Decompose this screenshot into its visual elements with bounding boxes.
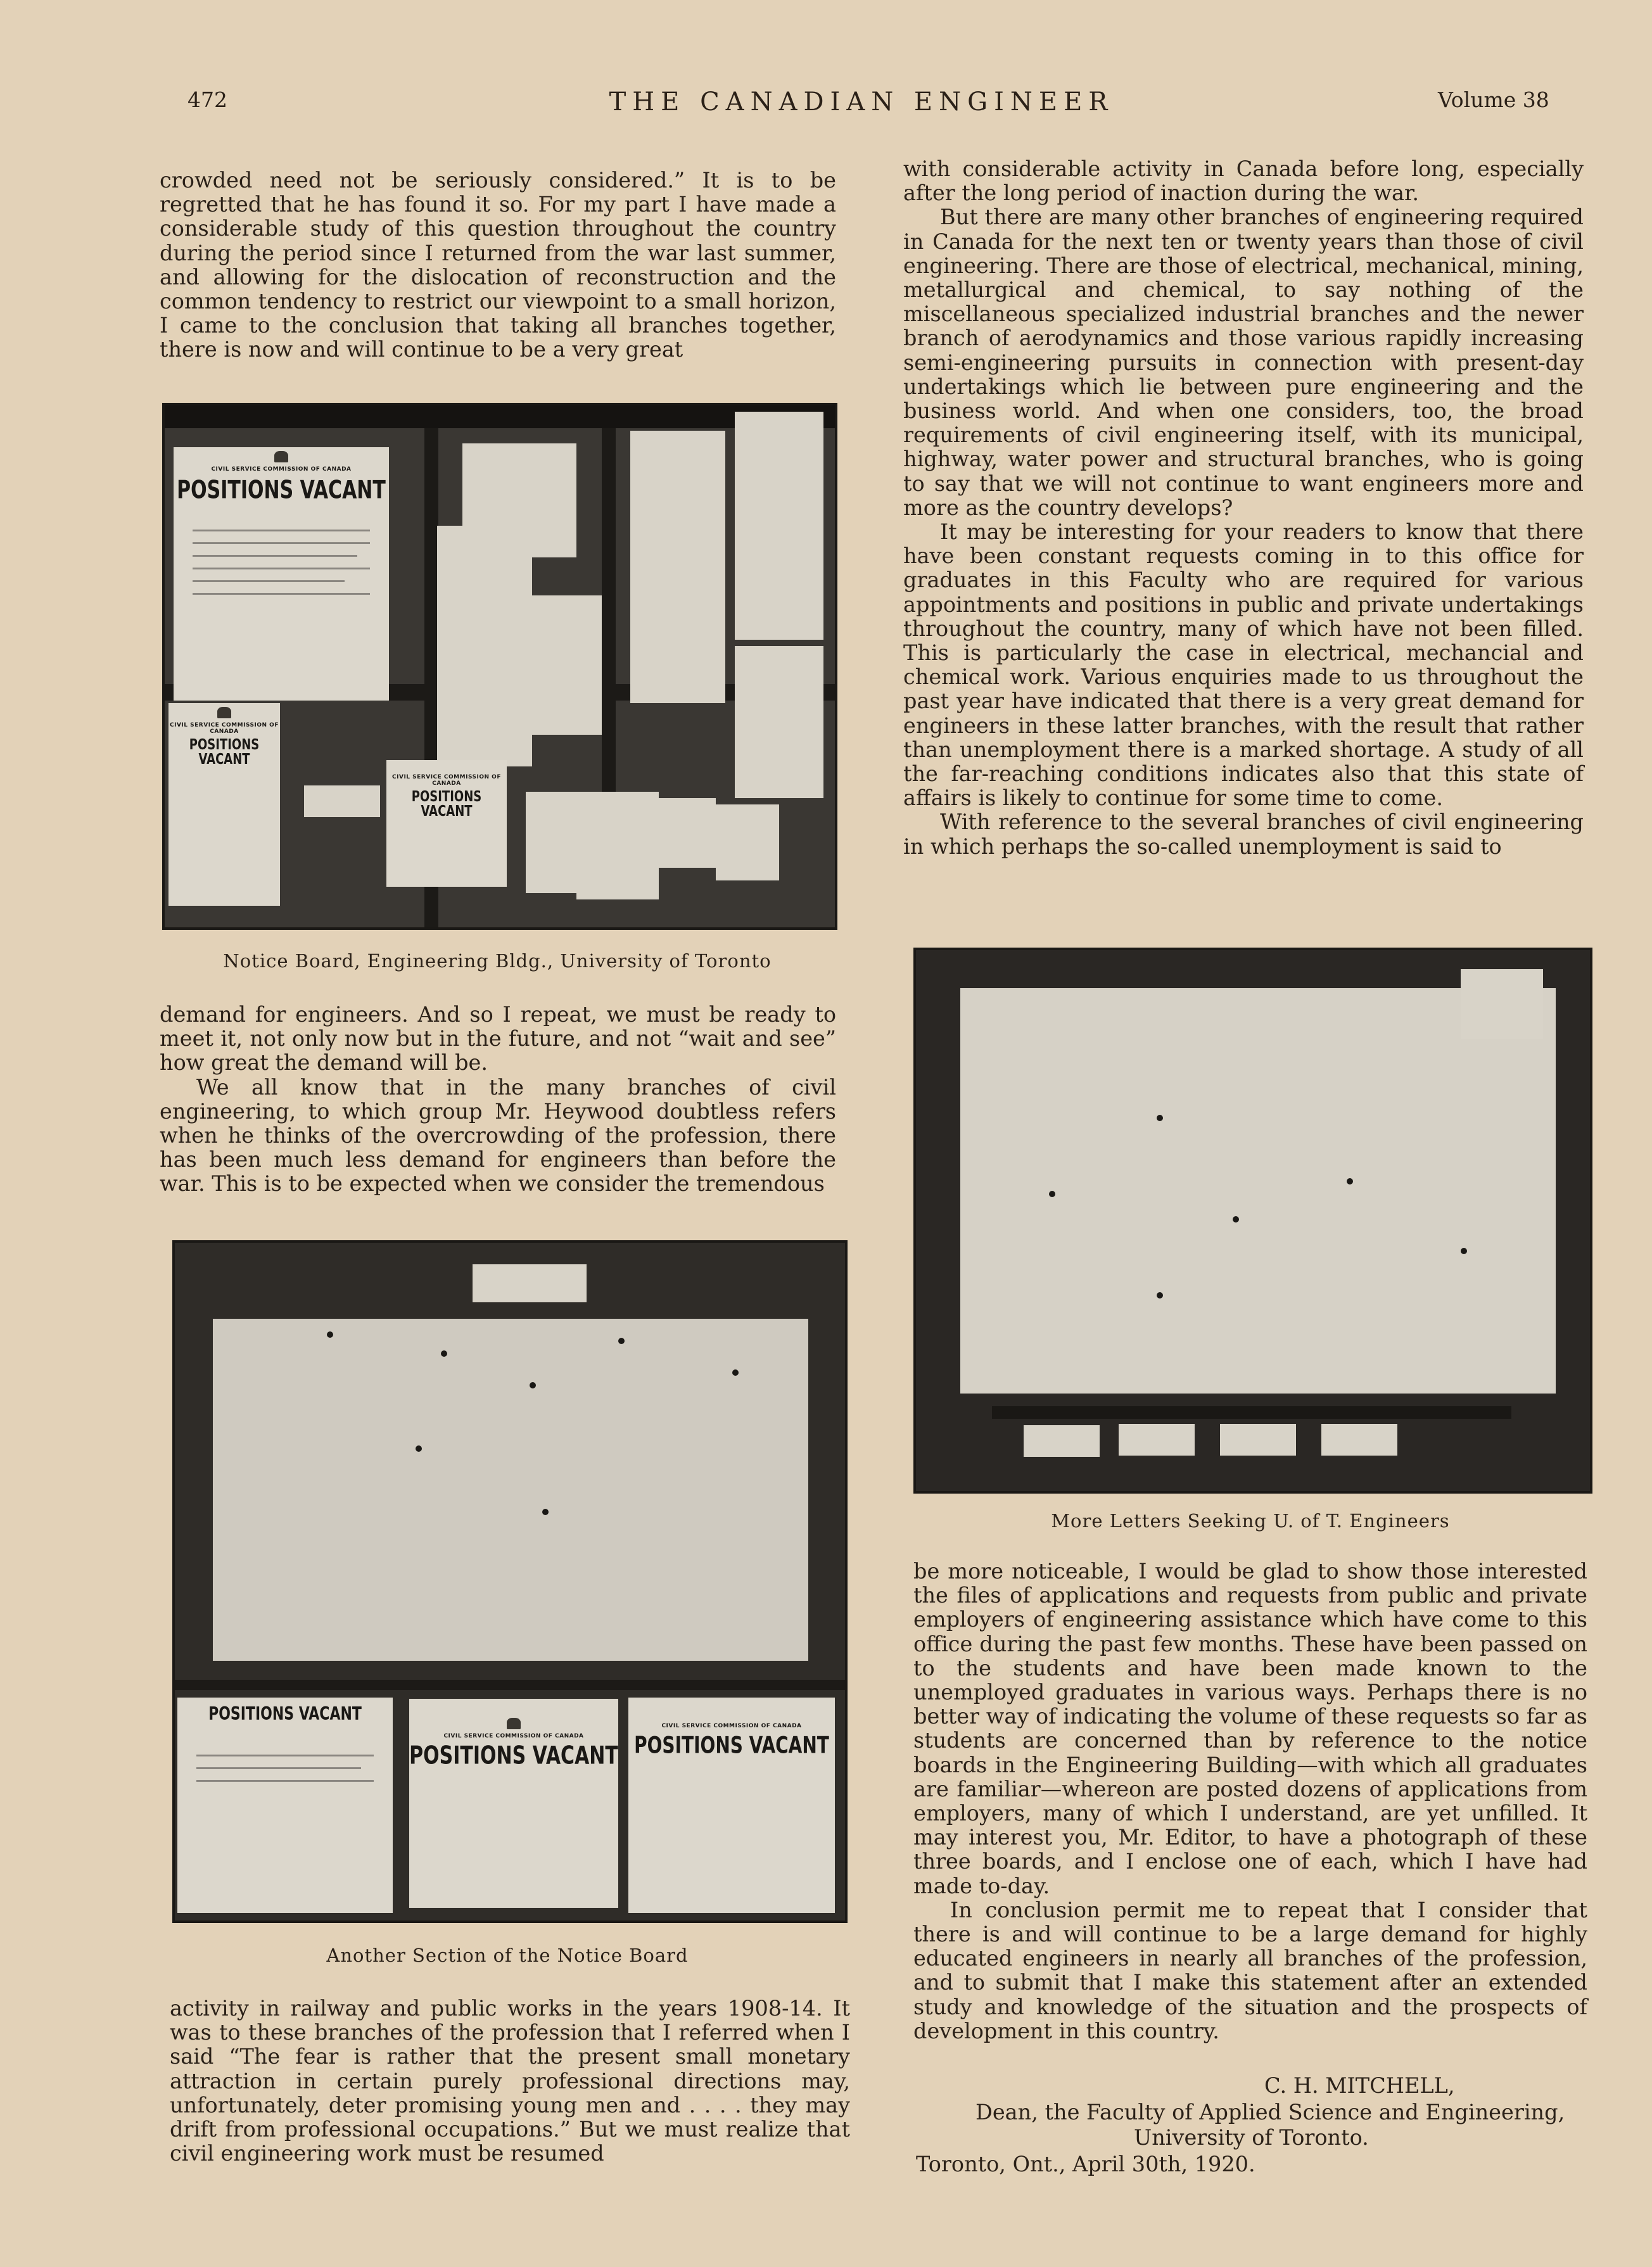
figure-caption: More Letters Seeking U. of T. Engineers [1051,1510,1450,1532]
paragraph: It may be interesting for your readers to know that there have been constant requests coming in to this office for graduates in this Faculty who are required for various appointments and positions in public and private undertakings throughout the country, many of which have not been filled. This is particularly the case in electrical, mechancial and chemical work. Various enquiries made to us throughout the past year have indicated that there is a very great demand for engineers in these latter branches, with the result that rather than unemployment there is a marked shortage. A study of all the far-reaching conditions indicates also that this state of affairs is likely to continue for some time to come. [903,519,1584,811]
paragraph: with considerable activity in Canada before long, especially after the long period of inaction during the war. [903,156,1584,206]
left-column-top [160,168,836,362]
signature-name: C. H. MITCHELL, [1264,2073,1455,2098]
positions-vacant-poster: CIVIL SERVICE COMMISSION OF CANADA POSITIONS VACANT [386,760,507,887]
right-column-bottom [913,1559,1587,2043]
notice-board-photo-1 [162,403,837,930]
positions-vacant-poster: POSITIONS VACANT [177,1698,393,1913]
paragraph: activity in railway and public works in the years 1908-14. It was to these branches of the profession that I referred when I said “The fear is rather that the present small monetary attraction in certain purely professional directions may, unfortunately, deter promising young men and . . . . they may drift from professional occupations.” But we must realize that civil engineering work must be resumed [170,1996,850,2166]
left-column-middle [160,1003,836,1197]
volume-label: Volume 38 [1438,87,1549,112]
left-column-bottom [170,1997,850,2166]
running-header [0,87,1652,125]
signature-institution: University of Toronto. [1134,2125,1369,2150]
notice-board-photo-2 [172,1240,848,1923]
notice-board-photo-3 [913,948,1592,1494]
positions-vacant-poster: CIVIL SERVICE COMMISSION OF CANADA POSITIONS VACANT [628,1698,835,1913]
signature-title: Dean, the Faculty of Applied Science and Engineering, [975,2100,1565,2124]
paragraph: crowded need not be seriously considered.” It is to be regretted that he has found it so. For my part I have made a considerable study of this question throughout the country during the period since I returned from the war last summer, and allowing for the dislocation of reconstruction and the common tendency to restrict our viewpoint to a small horizon, I came to the conclusion that taking all branches together, there is now and will continue to be a very great [160,168,836,362]
positions-vacant-poster: CIVIL SERVICE COMMISSION OF CANADA POSITIONS VACANT [168,703,280,906]
paragraph: be more noticeable, I would be glad to show those interested the files of applications and requests from public and private employers of engineering assistance which have come to this office during the past few months. These have been passed on to the students and have been made known to the unemployed graduates in various ways. Perhaps there is no better way of indicating the volume of these requests so far as students are concerned than by reference to the notice boards in the Engineering Building—with which all graduates are familiar—whereon are posted dozens of applications from employers, many of which I understand, are yet unfilled. It may interest you, Mr. Editor, to have a photograph of these three boards, and I enclose one of each, which I have had made to-day. [913,1559,1587,1898]
positions-vacant-poster: CIVIL SERVICE COMMISSION OF CANADA POSITIONS VACANT [409,1699,618,1908]
paragraph: In conclusion permit me to repeat that I consider that there is and will continue to be a large demand for highly educated engineers in nearly all branches of the profession, and to submit that I make this statement after an extended study and knowledge of the situation and the prospects of development in this country. [913,1897,1587,2043]
paragraph: But there are many other branches of engineering required in Canada for the next ten or twenty years than those of civil engineering. There are those of electrical, mechanical, mining, metallurgical and chemical, to say nothing of the miscellaneous specialized industrial branches and the newer branch of aerodynamics and those various rapidly increasing semi-engineering pursuits in connection with present-day undertakings which lie between pure engineering and the business world. And when one considers, too, the broad requirements of civil engineering itself, with its municipal, highway, water power and structural branches, who is going to say that we will not continue to want engineers more and more as the country develops? [903,205,1584,520]
positions-vacant-poster: CIVIL SERVICE COMMISSION OF CANADA POSITIONS VACANT [174,447,389,701]
figure-caption: Another Section of the Notice Board [326,1945,689,1966]
paragraph: demand for engineers. And so I repeat, we must be ready to meet it, not only now but in the future, and not “wait and see” how great the demand will be. [160,1002,836,1076]
figure-caption: Notice Board, Engineering Bldg., University of Toronto [223,950,772,972]
right-column-top [903,157,1584,859]
paragraph: With reference to the several branches of civil engineering in which perhaps the so-called unemployment is said to [903,810,1584,859]
paragraph: We all know that in the many branches of civil engineering, to which group Mr. Heywood doubtless refers when he thinks of the overcrowding of the profession, there has been much less demand for engineers than before the war. This is to be expected when we consider the tremendous [160,1074,836,1197]
page-number: 472 [187,87,227,112]
journal-title: THE CANADIAN ENGINEER [609,87,1114,117]
signature-place-date: Toronto, Ont., April 30th, 1920. [916,2152,1255,2176]
